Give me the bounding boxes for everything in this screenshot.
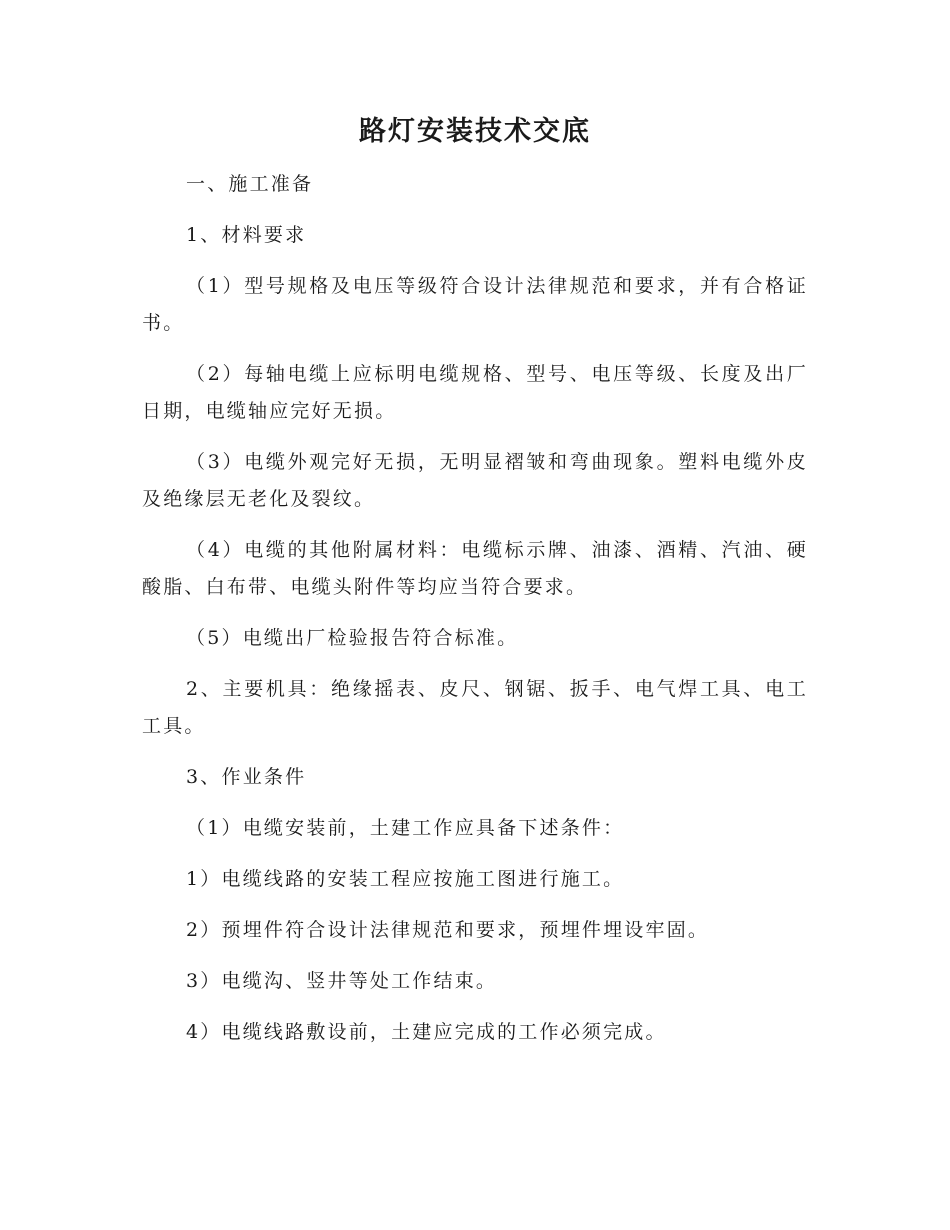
subsection-heading-work-conditions: 3、作业条件 [186, 766, 307, 788]
paragraph-item-3: （3）电缆外观完好无损，无明显褶皱和弯曲现象。塑料电缆外皮及绝缘层无老化及裂纹。 [142, 451, 808, 510]
section-heading-construction-prep: 一、施工准备 [186, 173, 314, 195]
paragraph-main-tools: 2、主要机具：绝缘摇表、皮尺、钢锯、扳手、电气焊工具、电工工具。 [142, 678, 808, 737]
subsection-heading-material-requirements: 1、材料要求 [186, 224, 307, 246]
document-body [142, 166, 808, 1065]
paragraph-item-1: （1）型号规格及电压等级符合设计法律规范和要求，并有合格证书。 [142, 275, 808, 334]
document-title: 路灯安装技术交底 [359, 116, 591, 147]
paragraph-condition-1-2: 2）预埋件符合设计法律规范和要求，预埋件埋设牢固。 [186, 919, 710, 941]
paragraph-condition-1-3: 3）电缆沟、竖井等处工作结束。 [186, 970, 498, 992]
paragraph-condition-1-1: 1）电缆线路的安装工程应按施工图进行施工。 [186, 868, 625, 890]
paragraph-item-2: （2）每轴电缆上应标明电缆规格、型号、电压等级、长度及出厂日期，电缆轴应完好无损。 [142, 363, 808, 422]
paragraph-condition-1: （1）电缆安装前，土建工作应具备下述条件： [186, 817, 625, 839]
paragraph-item-4: （4）电缆的其他附属材料：电缆标示牌、油漆、酒精、汽油、硬酸脂、白布带、电缆头附件等均应当符合要求。 [142, 539, 808, 598]
paragraph-item-5: （5）电缆出厂检验报告符合标准。 [186, 627, 519, 649]
paragraph-condition-1-4: 4）电缆线路敷设前，土建应完成的工作必须完成。 [186, 1021, 667, 1043]
